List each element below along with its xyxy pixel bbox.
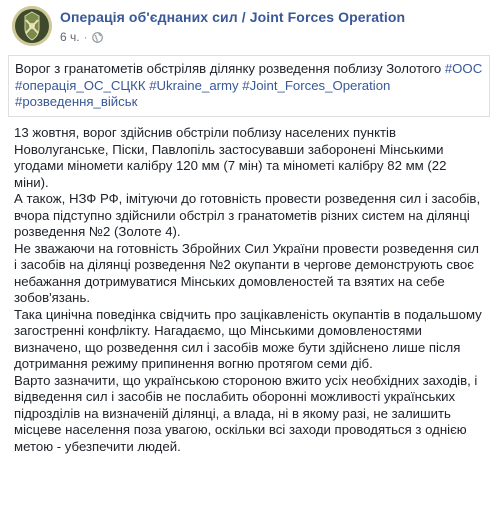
hashtag-link[interactable]: #ООС	[444, 61, 483, 76]
lead-text: Ворог з гранатометів обстріляв ділянку розведення поблизу Золотого	[15, 61, 445, 76]
post-lead	[8, 55, 490, 117]
hashtag-link[interactable]: #Joint_Forces_Operation	[242, 77, 391, 93]
post-paragraph: Не зважаючи на готовність Збройних Сил України провести розведення сил і засобів на ділянці розведення №2 окупанти в черговe демонструють своє небажання дотримуватися Мінських домовленостей та взятих на себе зобов'язань.	[14, 240, 479, 305]
hashtag-link[interactable]: #Ukraine_army	[149, 77, 239, 93]
hashtag-link[interactable]: #розведення_військ	[15, 94, 138, 109]
jfo-emblem-icon	[12, 6, 52, 46]
post-body	[8, 123, 490, 457]
meta-separator: ·	[83, 30, 88, 44]
page-name-link[interactable]: Операція об'єднаних сил / Joint Forces Operation	[60, 9, 406, 25]
hashtag-link[interactable]: #операція_ОС_СЦКК	[15, 77, 146, 93]
post-paragraph: Варто зазначити, що українською стороною вжито усіх необхідних заходів, і відведення сил і засобів не послабить оборонні можливості українських підрозділів на визначеній ділянці, а влада, ні в якому разі, не залишить місцеве населення поза увагою, оскільки всі заходи проводяться з однією метою - убезпечити людей.	[14, 372, 478, 454]
post-paragraph: 13 жовтня, ворог здійснив обстріли поблизу населених пунктів Новолуганське, Піски, Павлопіль застосувавши заборонені Мінськими угодами міномети калібру 120 мм (7 мін) та мінометі калібру 82 мм (22 міни).	[14, 125, 447, 190]
avatar[interactable]	[12, 6, 52, 46]
timestamp-link[interactable]: 6 ч.	[60, 30, 80, 44]
post-meta	[60, 30, 103, 44]
post-header	[12, 6, 491, 50]
post-paragraph: А також, НЗФ РФ, імітуючи до готовність провести розведення сил і засобів, вчора підступно здійснили обстріл з гранатометів різних систем на ділянці розведення №2 (Золоте 4).	[14, 191, 481, 239]
globe-icon[interactable]	[92, 32, 103, 43]
post-paragraph: Така цинічна поведінка свідчить про зацікавленість окупантів в подальшому загостренні конфлікту. Нагадаємо, що Мінськими домовленостями визначено, що розведення сил і засобів може бути здійснено лише після дотримання режиму припинення вогню протягом семи діб.	[14, 306, 482, 371]
